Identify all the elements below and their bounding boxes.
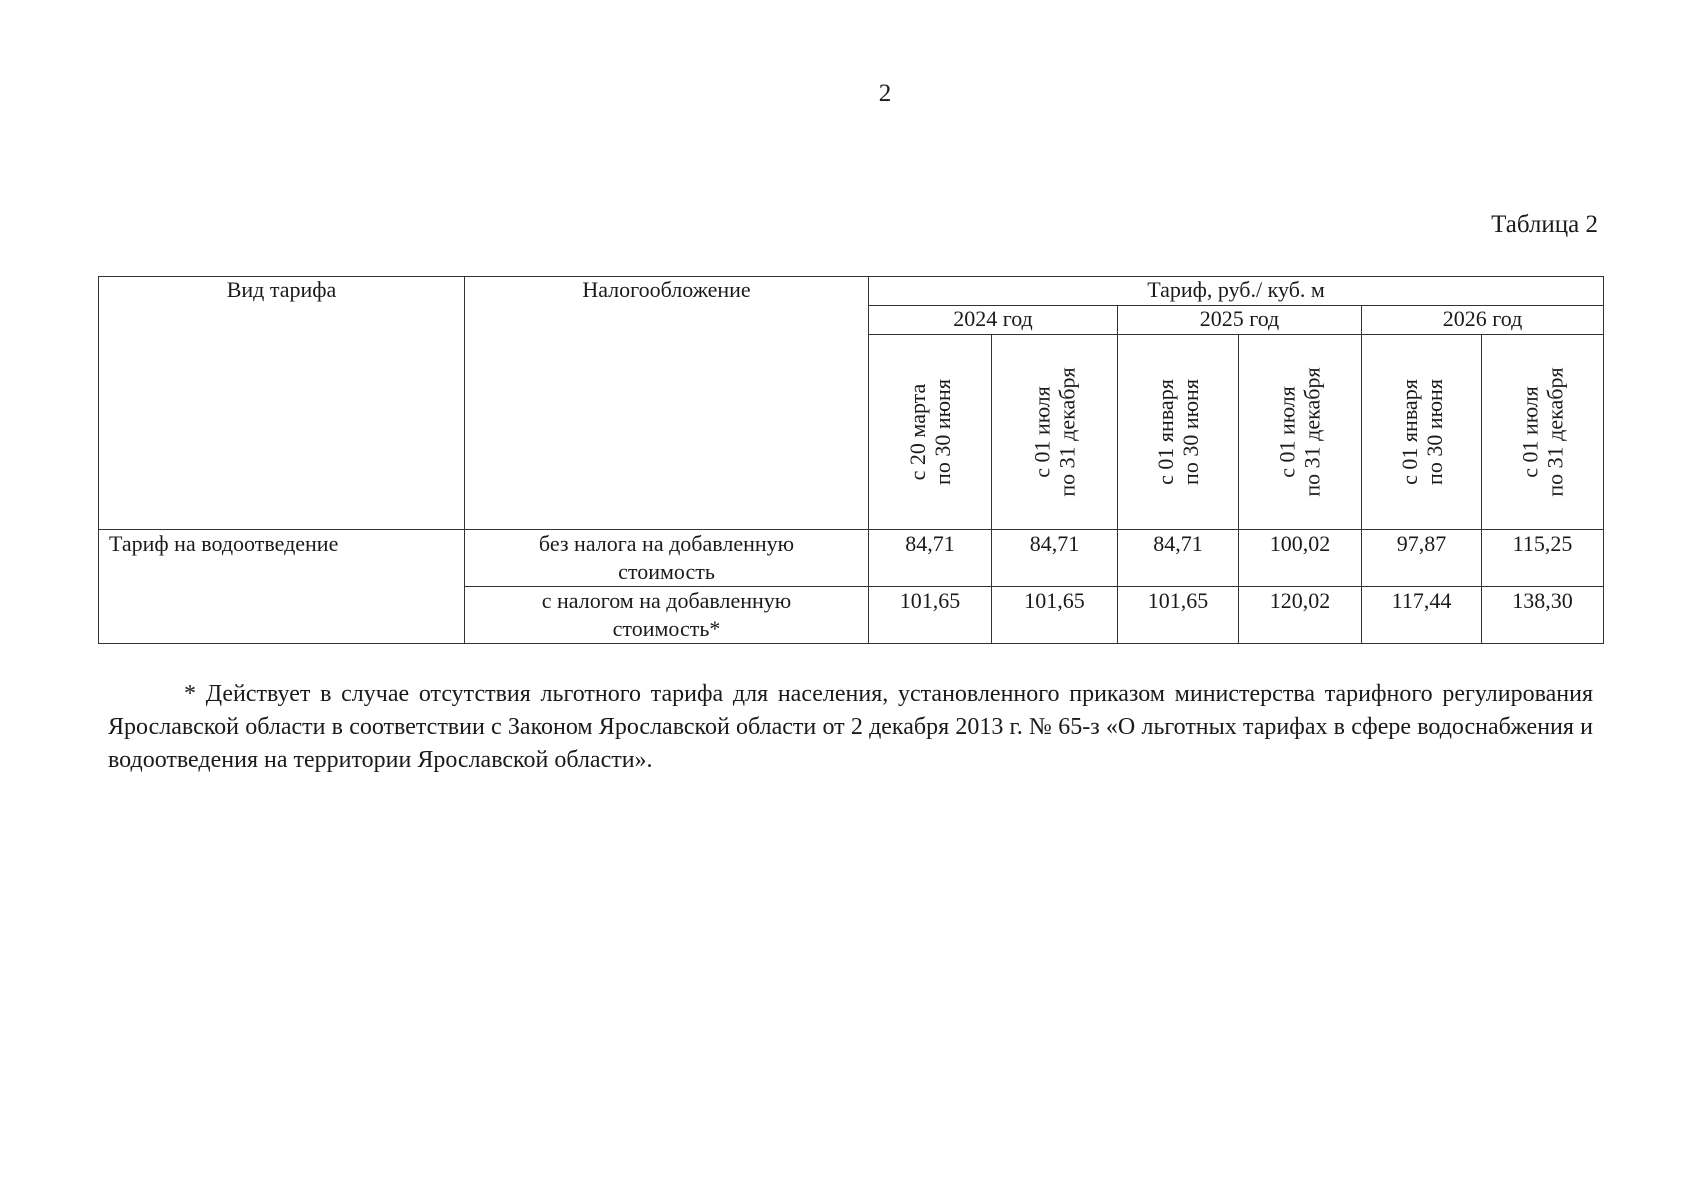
header-tariff-type: Вид тарифа [99,277,465,530]
page-number: 2 [878,80,892,107]
cell-value: 100,02 [1239,530,1362,587]
cell-taxation: без налога на добавленную стоимость [465,530,869,587]
cell-value: 97,87 [1362,530,1482,587]
header-period-4: с 01 июля по 31 декабря [1239,335,1362,530]
header-year-2025: 2025 год [1118,306,1362,335]
cell-tariff-type: Тариф на водоотведение [99,530,465,644]
table-row [99,530,1604,587]
footnote: * Действует в случае отсутствия льготного тарифа для населения, установленного приказом министерства тарифного регулирования Ярославской области в соответствии с Законом Ярославской области от 2 декабря 2013 г. № 65-з «О льготных тарифах в сфере водоснабжения и водоотведения на территории Ярославской области». [108,681,1593,773]
header-period-6: с 01 июля по 31 декабря [1482,335,1604,530]
cell-value: 84,71 [992,530,1118,587]
cell-value: 120,02 [1239,587,1362,644]
cell-value: 84,71 [1118,530,1239,587]
header-period-2: с 01 июля по 31 декабря [992,335,1118,530]
table-caption: Таблица 2 [1491,211,1598,238]
cell-value: 101,65 [869,587,992,644]
tariff-table [98,276,1604,644]
cell-value: 101,65 [992,587,1118,644]
header-taxation: Налогообложение [465,277,869,530]
cell-value: 84,71 [869,530,992,587]
cell-value: 101,65 [1118,587,1239,644]
cell-taxation: с налогом на добавленную стоимость* [465,587,869,644]
cell-value: 138,30 [1482,587,1604,644]
cell-value: 117,44 [1362,587,1482,644]
header-year-2024: 2024 год [869,306,1118,335]
header-period-1: с 20 марта по 30 июня [869,335,992,530]
cell-value: 115,25 [1482,530,1604,587]
header-year-2026: 2026 год [1362,306,1604,335]
header-tariff-unit: Тариф, руб./ куб. м [869,277,1604,306]
header-period-5: с 01 января по 30 июня [1362,335,1482,530]
header-row-top [99,277,1604,306]
header-period-3: с 01 января по 30 июня [1118,335,1239,530]
